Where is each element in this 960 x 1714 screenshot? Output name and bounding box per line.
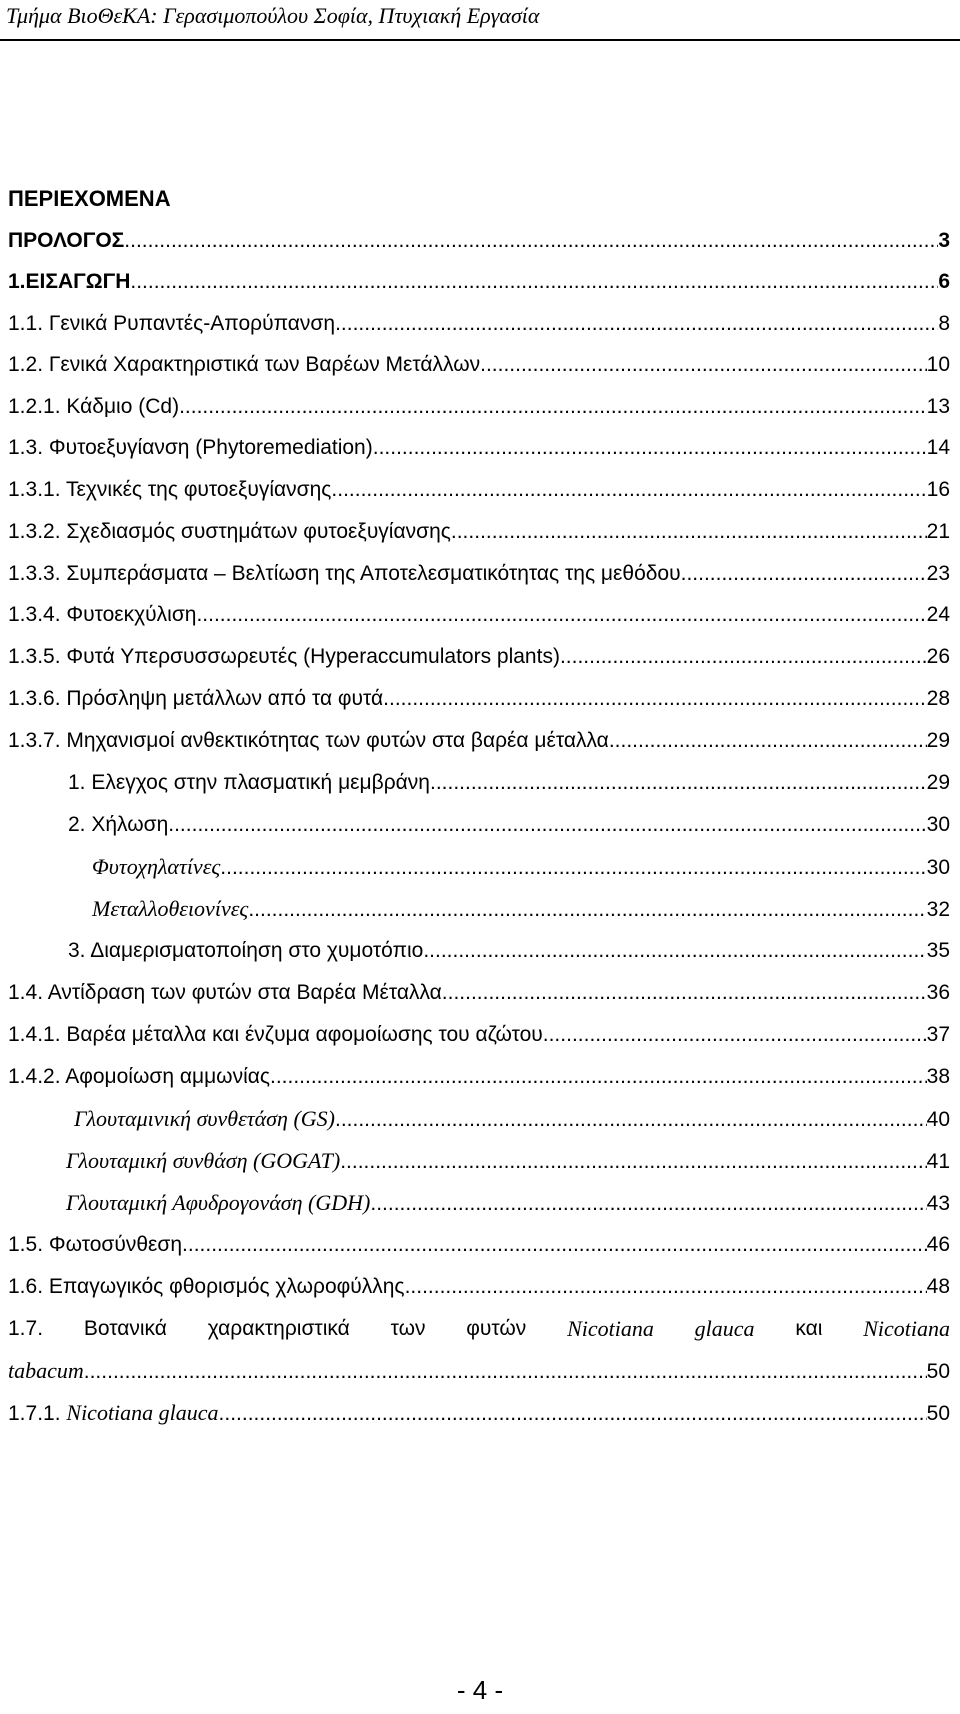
toc-entry-1-4-2[interactable] xyxy=(8,1062,950,1092)
toc-entry-label: 1.3.3. Συμπεράσματα – Βελτίωση της Αποτελεσματικότητας της μεθόδου xyxy=(8,562,681,585)
toc-entry-page: 14 xyxy=(926,436,950,459)
toc-entry-page: 48 xyxy=(926,1275,950,1298)
toc-entry-1-3[interactable] xyxy=(8,433,950,463)
toc-entry-page: 32 xyxy=(926,898,950,921)
toc-entry-label-justified xyxy=(8,1314,950,1344)
toc-entry-page: 23 xyxy=(926,562,950,585)
word: Βοτανικά xyxy=(83,1317,167,1340)
toc-entry-page: 35 xyxy=(926,939,950,962)
toc-entry-label: 1.2. Γενικά Χαρακτηριστικά των Βαρέων Μετάλλων xyxy=(8,353,481,376)
toc-entry-1-4[interactable] xyxy=(8,978,950,1008)
toc-entry-page: 43 xyxy=(926,1192,950,1215)
toc-entry-1-3-3[interactable] xyxy=(8,559,950,589)
toc-entry-page: 50 xyxy=(926,1360,950,1383)
toc-entry-1-3-6[interactable] xyxy=(8,684,950,714)
toc-entry-page: 38 xyxy=(926,1065,950,1088)
toc-entry-elegxos[interactable] xyxy=(68,768,950,798)
toc-entry-1-3-5[interactable] xyxy=(8,642,950,672)
toc-entry-eisagogi[interactable] xyxy=(8,267,950,297)
toc-entry-page: 10 xyxy=(926,353,950,376)
toc-entry-1-3-4[interactable] xyxy=(8,600,950,630)
toc-entry-page: 8 xyxy=(938,312,950,335)
toc-entry-label: 1.3.5. Φυτά Υπερσυσσωρευτές (Hyperaccumulators plants) xyxy=(8,645,560,668)
word-italic: Nicotiana xyxy=(567,1316,654,1341)
toc-entry-continuation: tabacum xyxy=(8,1358,84,1383)
toc-entry-label-prefix: 1.7.1. xyxy=(8,1402,67,1425)
toc-entry-page: 46 xyxy=(926,1233,950,1256)
toc-entry-gogat[interactable] xyxy=(66,1146,950,1176)
word: 1.7. xyxy=(8,1317,44,1340)
toc-entry-label: 1.1. Γενικά Ρυπαντές-Απορύπανση xyxy=(8,312,336,335)
word: χαρακτηριστικά xyxy=(207,1317,350,1340)
page-number: - 4 - xyxy=(456,1675,504,1705)
toc-entry-label-italic: Nicotiana glauca xyxy=(66,1400,219,1425)
toc-entry-metallotheionines[interactable] xyxy=(92,894,950,924)
toc-entry-page: 24 xyxy=(926,603,950,626)
toc-entry-label: 2. Χήλωση xyxy=(68,813,169,836)
toc-entry-label: 1.4.2. Αφομοίωση αμμωνίας xyxy=(8,1065,270,1088)
toc-entry-chilosi[interactable] xyxy=(68,810,950,840)
toc-entry-label: 1.3.2. Σχεδιασμός συστημάτων φυτοεξυγίανσης xyxy=(8,520,451,543)
running-header: Τμήμα ΒιοΘεΚΑ: Γερασιμοπούλου Σοφία, Πτυχιακή Εργασία xyxy=(6,3,540,28)
toc-entry-page: 50 xyxy=(926,1402,950,1425)
toc-entry-label: Φυτοχηλατίνες xyxy=(92,854,221,879)
toc-entry-page: 28 xyxy=(926,687,950,710)
toc-entry-gdh[interactable] xyxy=(66,1188,950,1218)
toc-entry-label: 1.3.1. Τεχνικές της φυτοεξυγίανσης xyxy=(8,478,332,501)
toc-entry-page: 36 xyxy=(926,981,950,1004)
toc-entry-page: 13 xyxy=(926,395,950,418)
toc-entry-1-7-1[interactable] xyxy=(8,1398,950,1428)
toc-entry-1-6[interactable] xyxy=(8,1272,950,1302)
toc-entry-1-2[interactable] xyxy=(8,350,950,380)
toc-entry-1-7-line2[interactable] xyxy=(8,1356,950,1386)
word: και xyxy=(795,1317,823,1340)
toc-entry-page: 29 xyxy=(926,771,950,794)
toc-entry-1-3-7[interactable] xyxy=(8,726,950,756)
toc-entry-label: 1.3.6. Πρόσληψη μετάλλων από τα φυτά xyxy=(8,687,384,710)
toc-entry-fytochilatines[interactable] xyxy=(92,852,950,882)
toc-entry-label: ΠΡΟΛΟΓΟΣ xyxy=(8,229,125,252)
toc-entry-1-4-1[interactable] xyxy=(8,1020,950,1050)
toc-title: ΠΕΡΙΕΧΟΜΕΝΑ xyxy=(8,186,171,211)
toc-entry-label: 1.ΕΙΣΑΓΩΓΗ xyxy=(8,270,131,293)
toc-entry-label: 1.6. Επαγωγικός φθορισμός χλωροφύλλης xyxy=(8,1275,405,1298)
toc-entry-label: 1.4. Αντίδραση των φυτών στα Βαρέα Μέταλλα xyxy=(8,981,442,1004)
toc-entry-label: 1. Ελεγχος στην πλασματική μεμβράνη xyxy=(68,771,430,794)
toc-entry-label: 1.3.7. Μηχανισμοί ανθεκτικότητας των φυτών στα βαρέα μέταλλα xyxy=(8,729,609,752)
toc-entry-label: 1.5. Φωτοσύνθεση xyxy=(8,1233,183,1256)
toc-entry-label: 1.3.4. Φυτοεκχύλιση xyxy=(8,603,197,626)
word: των xyxy=(390,1317,426,1340)
toc-entry-label: Γλουταμική συνθάση (GOGAT) xyxy=(66,1148,341,1173)
toc-entry-page: 30 xyxy=(926,813,950,836)
toc-entry-gs[interactable] xyxy=(74,1104,950,1134)
toc-entry-label: 3. Διαμερισματοποίηση στο χυμοτόπιο xyxy=(68,939,424,962)
toc-entry-1-7-line1[interactable] xyxy=(8,1314,950,1344)
toc-entry-diamerismatopoiisi[interactable] xyxy=(68,936,950,966)
toc-entry-label: 1.3. Φυτοεξυγίανση (Phytoremediation) xyxy=(8,436,373,459)
toc-entry-label: 1.2.1. Κάδμιο (Cd) xyxy=(8,395,180,418)
toc-entry-label: 1.4.1. Βαρέα μέταλλα και ένζυμα αφομοίωσης του αζώτου xyxy=(8,1023,543,1046)
toc-entry-page: 40 xyxy=(926,1108,950,1131)
toc-entry-label: Γλουταμική Αφυδρογονάση (GDH) xyxy=(66,1190,371,1215)
toc-entry-page: 41 xyxy=(926,1150,950,1173)
toc-entry-page: 21 xyxy=(926,520,950,543)
word: φυτών xyxy=(466,1317,527,1340)
toc-entry-page: 3 xyxy=(938,229,950,252)
word-italic: Nicotiana xyxy=(863,1316,950,1341)
toc-entry-prologos[interactable] xyxy=(8,226,950,256)
toc-entry-page: 37 xyxy=(926,1023,950,1046)
toc-entry-1-1[interactable] xyxy=(8,309,950,339)
toc-entry-1-5[interactable] xyxy=(8,1230,950,1260)
toc-entry-page: 29 xyxy=(926,729,950,752)
toc-entry-page: 26 xyxy=(926,645,950,668)
toc-entry-page: 16 xyxy=(926,478,950,501)
toc-entry-1-3-2[interactable] xyxy=(8,517,950,547)
toc-entry-page: 6 xyxy=(938,270,950,293)
toc-entry-label: Μεταλλοθειονίνες xyxy=(92,896,249,921)
toc-entry-label: Γλουταμινική συνθετάση (GS) xyxy=(74,1106,335,1131)
toc-entry-1-3-1[interactable] xyxy=(8,475,950,505)
toc-entry-1-2-1[interactable] xyxy=(8,392,950,422)
word-italic: glauca xyxy=(694,1316,755,1341)
toc-entry-page: 30 xyxy=(926,856,950,879)
